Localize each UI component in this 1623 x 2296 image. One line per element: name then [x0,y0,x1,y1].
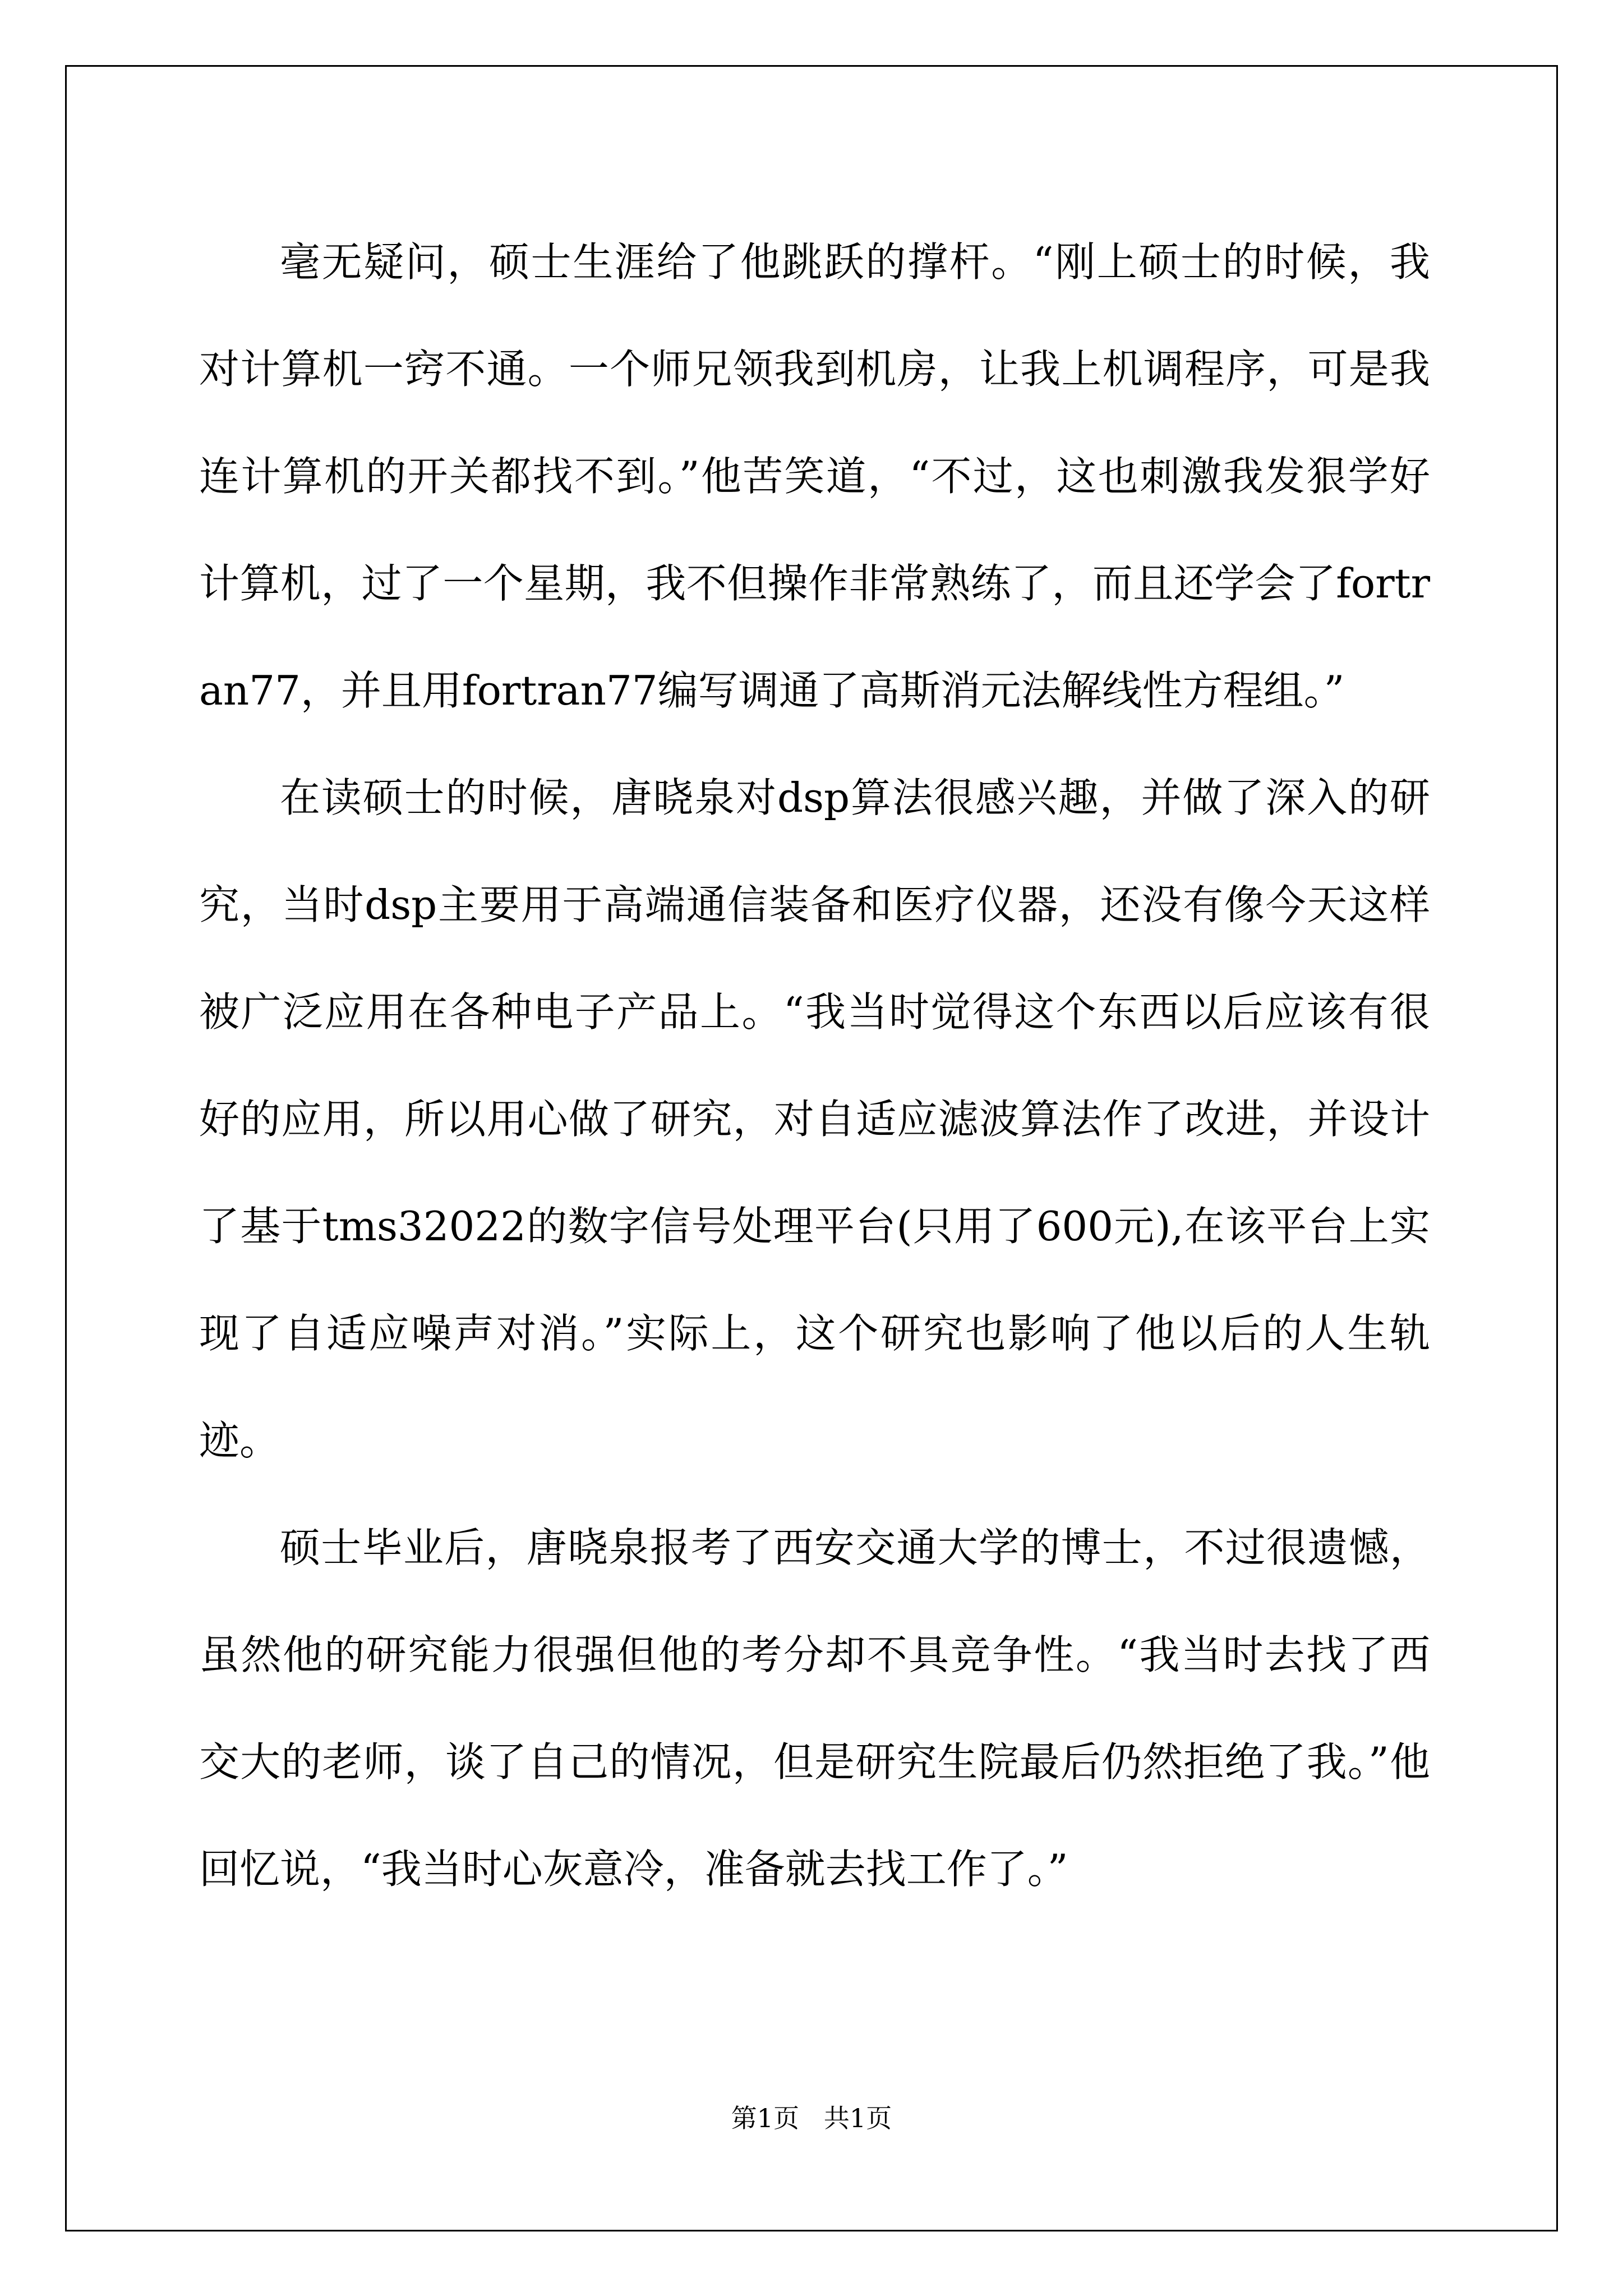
document-body [199,209,1430,1923]
paragraph-3: 硕士毕业后，唐晓泉报考了西安交通大学的博士，不过很遗憾，虽然他的研究能力很强但他的考分却不具竞争性。“我当时去找了西交大的老师，谈了自己的情况，但是研究生院最后仍然拒绝了我。”他回忆说，“我当时心灰意冷，准备就去找工作了。” [199,1524,1430,1893]
paragraph-1: 毫无疑问，硕士生涯给了他跳跃的撑杆。“刚上硕士的时候，我对计算机一窍不通。一个师兄领我到机房，让我上机调程序，可是我连计算机的开关都找不到。”他苦笑道，“不过，这也刺激我发狠学好计算机，过了一个星期，我不但操作非常熟练了，而且还学会了fortran77，并且用fortran77编写调通了高斯消元法解线性方程组。” [199,238,1430,714]
page-footer: 第1页 共1页 [731,2103,892,2133]
paragraph-2: 在读硕士的时候，唐晓泉对dsp算法很感兴趣，并做了深入的研究，当时dsp主要用于高端通信装备和医疗仪器，还没有像今天这样被广泛应用在各种电子产品上。“我当时觉得这个东西以后应该有很好的应用，所以用心做了研究，对自适应滤波算法作了改进，并设计了基于tms32022的数字信号处理平台(只用了600元),在该平台上实现了自适应噪声对消。”实际上，这个研究也影响了他以后的人生轨迹。 [199,774,1430,1464]
